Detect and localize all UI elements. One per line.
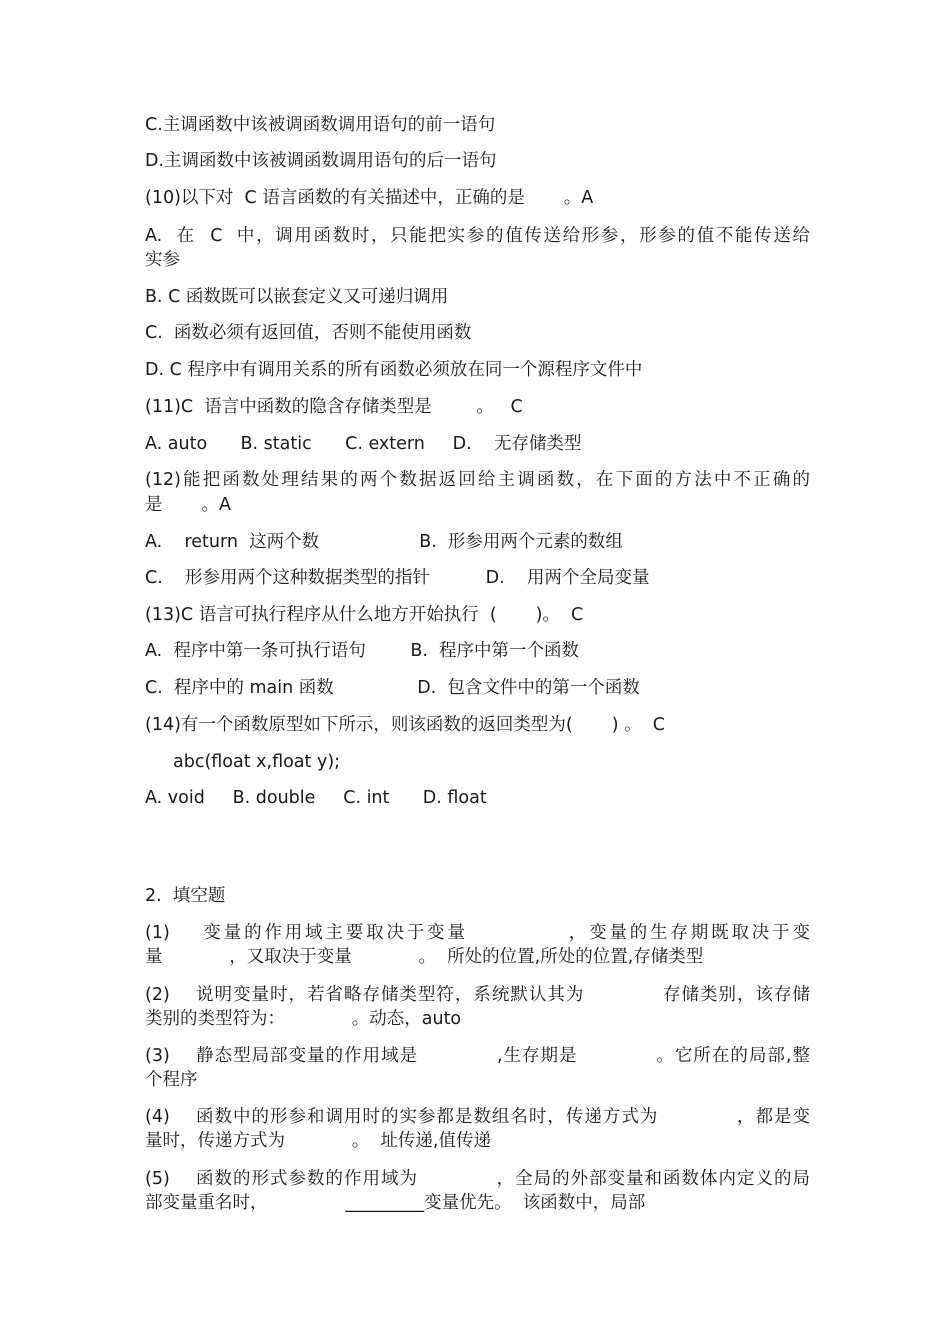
fill-4-line-1: (4) 函数中的形参和调用时的实参都是数组名时，传递方式为 ，都是变 [145,1107,810,1127]
fill-4-line-2: 量时，传递方式为 。 址传递,值传递 [145,1131,491,1151]
fill-2-line-2: 类别的类型符为： 。动态，auto [145,1009,462,1029]
question-14-prototype: abc(float x,float y); [173,752,341,772]
question-12-options-cd: C. 形参用两个这种数据类型的指针 D. 用两个全局变量 [145,568,650,588]
fill-5-line-2: 部变量重名时， _________变量优先。 该函数中，局部 [145,1193,646,1213]
question-12-stem: (12)能把函数处理结果的两个数据返回给主调函数，在下面的方法中不正确的 [145,470,810,490]
question-11-options: A. auto B. static C. extern D. 无存储类型 [145,434,582,454]
question-13-stem: (13)C 语言可执行程序从什么地方开始执行 ( )。 C [145,605,584,625]
question-13-options-ab: A. 程序中第一条可执行语句 B. 程序中第一个函数 [145,641,580,661]
section-heading-fill-blank: 2. 填空题 [145,886,226,906]
fill-5-line-1: (5) 函数的形式参数的作用域为 ，全局的外部变量和函数体内定义的局 [145,1169,810,1189]
fill-1-line-1: (1) 变量的作用域主要取决于变量 ，变量的生存期既取决于变 [145,923,810,943]
question-11-stem: (11)C 语言中函数的隐含存储类型是 。 C [145,397,523,417]
fill-2-line-1: (2) 说明变量时，若省略存储类型符，系统默认其为 存储类别，该存储 [145,985,810,1005]
fill-3-line-1: (3) 静态型局部变量的作用域是 ,生存期是 。它所在的局部,整 [145,1046,810,1066]
fill-1-line-2: 量 ，又取决于变量 。 所处的位置,所处的位置,存储类型 [145,947,704,967]
fill-3-line-2: 个程序 [145,1070,198,1090]
question-10-stem: (10)以下对 C 语言函数的有关描述中，正确的是 。A [145,188,594,208]
text-line-2: D.主调函数中该被调函数调用语句的后一语句 [145,151,497,171]
question-10-option-b: B. C 函数既可以嵌套定义又可递归调用 [145,287,449,307]
question-10-option-a-cont: 实参 [145,250,180,270]
question-14-stem: (14)有一个函数原型如下所示，则该函数的返回类型为( ) 。 C [145,715,665,735]
question-10-option-a: A. 在 C 中，调用函数时，只能把实参的值传送给形参，形参的值不能传送给 [145,226,810,246]
question-10-option-d: D. C 程序中有调用关系的所有函数必须放在同一个源程序文件中 [145,360,643,380]
text-line-1: C.主调函数中该被调函数调用语句的前一语句 [145,115,496,135]
question-12-options-ab: A. return 这两个数 B. 形参用两个元素的数组 [145,532,623,552]
question-12-stem-cont: 是 。A [145,495,231,515]
question-10-option-c: C. 函数必须有返回值，否则不能使用函数 [145,323,472,343]
question-13-options-cd: C. 程序中的 main 函数 D. 包含文件中的第一个函数 [145,678,640,698]
question-14-options: A. void B. double C. int D. float [145,788,487,808]
